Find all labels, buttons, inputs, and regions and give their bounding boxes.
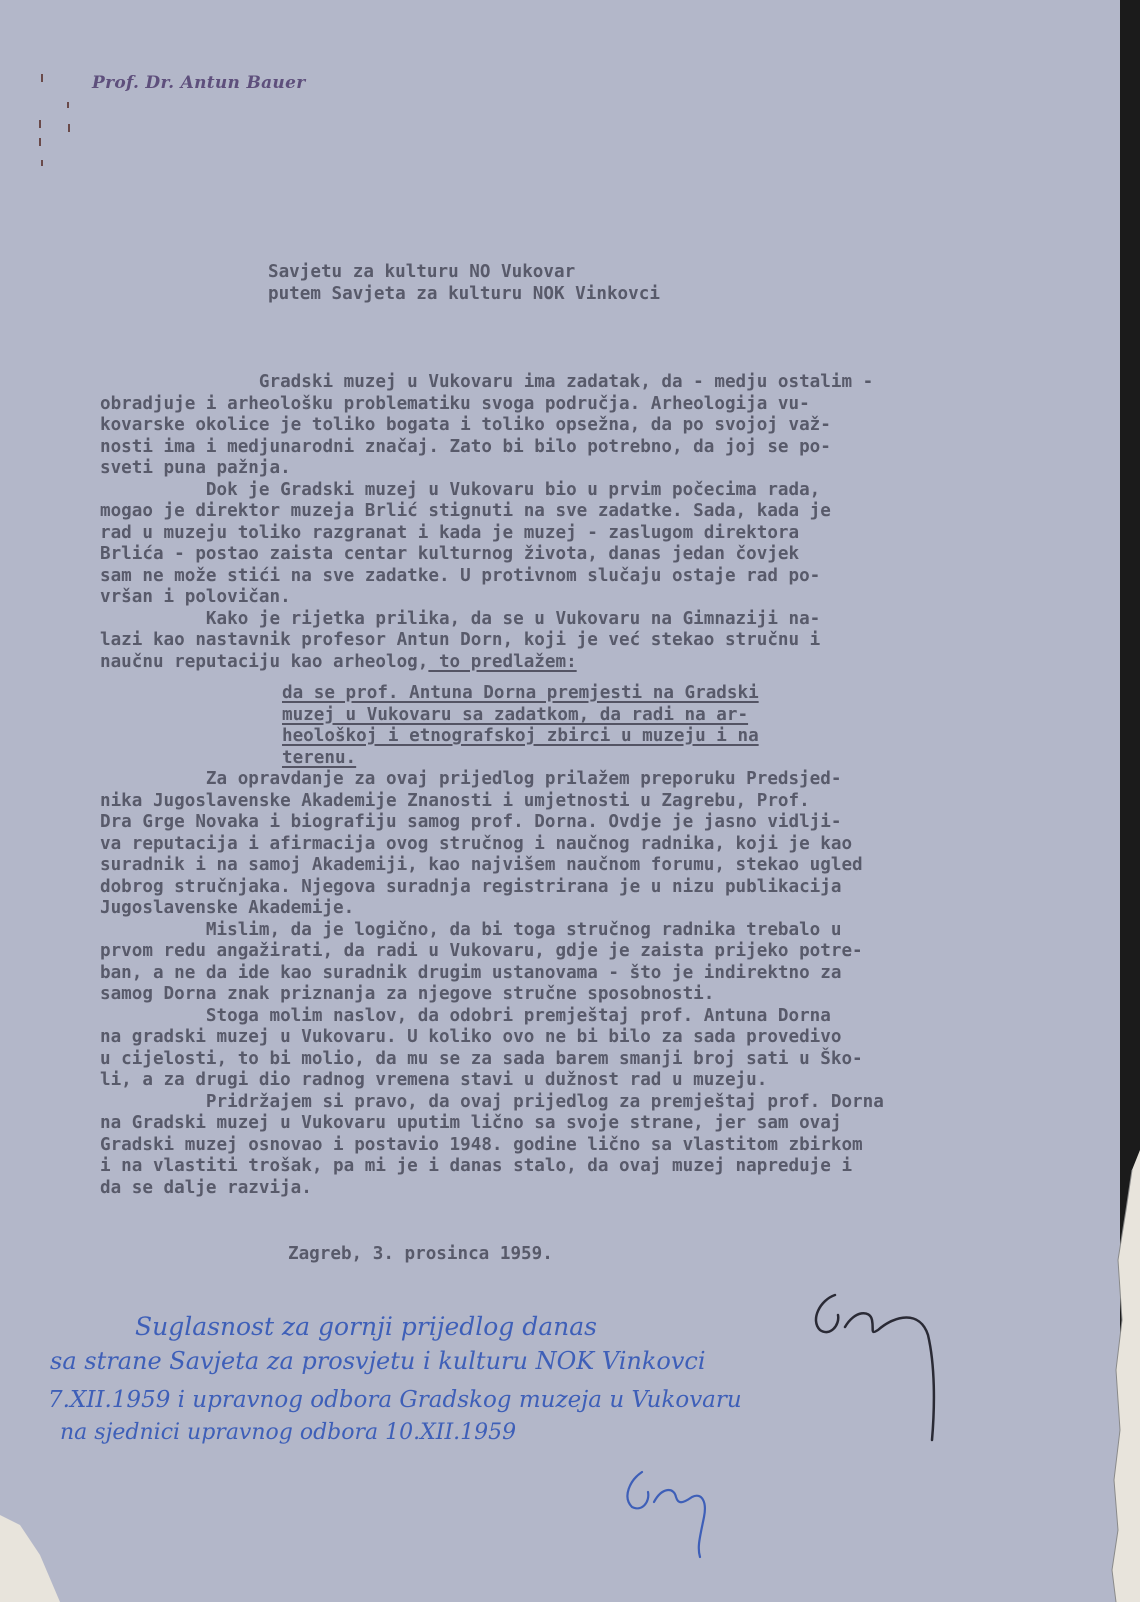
body-line: kovarske okolice je toliko bogata i toliko opsežna, da po svojoj važ- bbox=[100, 415, 831, 435]
handwritten-signature-initials bbox=[612, 1462, 712, 1562]
address-line-1: Savjetu za kulturu NO Vukovar bbox=[268, 262, 576, 282]
body-line: naučnu reputaciju kao arheolog, bbox=[100, 651, 429, 672]
body-line: Brlića - postao zaista centar kulturnog života, danas jedan čovjek bbox=[100, 544, 800, 564]
body-line: i na vlastiti trošak, pa mi je i danas stalo, da ovaj muzej napreduje i bbox=[100, 1156, 853, 1176]
body-line: Kako je rijetka prilika, da se u Vukovaru na Gimnaziji na- bbox=[100, 608, 821, 629]
body-line: Stoga molim naslov, da odobri premještaj prof. Antuna Dorna bbox=[100, 1005, 831, 1026]
body-line: Jugoslavenske Akademije. bbox=[100, 898, 355, 918]
body-line: Gradski muzej u Vukovaru ima zadatak, da - medju ostalim - bbox=[100, 372, 874, 392]
letter-body-continued bbox=[100, 769, 884, 1199]
body-line: sam ne može stići na sve zadatke. U protivnom slučaju ostaje rad po- bbox=[100, 565, 821, 586]
proposal-block bbox=[282, 683, 759, 769]
body-line: nika Jugoslavenske Akademije Znanosti i umjetnosti u Zagrebu, Prof. bbox=[100, 790, 810, 811]
body-line: da se dalje razvija. bbox=[100, 1177, 312, 1198]
body-line: Dra Grge Novaka i biografiju samog prof. Dorna. Ovdje je jasno vidlji- bbox=[100, 812, 842, 832]
body-line: Pridržajem si pravo, da ovaj prijedlog za premještaj prof. Dorna bbox=[100, 1091, 884, 1112]
body-line: Za opravdanje za ovaj prijedlog prilažem preporuku Predsjed- bbox=[100, 769, 842, 789]
recipient-address bbox=[268, 262, 660, 305]
letter-body bbox=[100, 372, 873, 673]
body-line: Gradski muzej osnovao i postavio 1948. godine lično sa vlastitom zbirkom bbox=[100, 1134, 863, 1155]
body-line: na Gradski muzej u Vukovaru uputim lično sa svoje strane, jer sam ovaj bbox=[100, 1113, 842, 1133]
body-line: ban, a ne da ide kao suradnik drugim ustanovama - što je indirektno za bbox=[100, 962, 842, 983]
handwritten-note-line-4: na sjednici upravnog odbora 10.XII.1959 bbox=[60, 1420, 517, 1445]
body-line: na gradski muzej u Vukovaru. U koliko ovo ne bi bilo za sada provedivo bbox=[100, 1027, 842, 1047]
proposal-intro: to predlažem: bbox=[428, 651, 577, 672]
body-line: dobrog stručnjaka. Njegova suradnja registrirana je u nizu publikacija bbox=[100, 876, 842, 897]
body-line: suradnik i na samoj Akademiji, kao najvišem naučnom forumu, stekao ugled bbox=[100, 855, 863, 875]
body-line: lazi kao nastavnik profesor Antun Dorn, koji je već stekao stručnu i bbox=[100, 630, 821, 650]
letterhead-stamp: Prof. Dr. Antun Bauer bbox=[92, 73, 306, 93]
margin-punch-marks bbox=[34, 72, 74, 172]
body-line: nosti ima i medjunarodni značaj. Zato bi bilo potrebno, da joj se po- bbox=[100, 436, 831, 457]
body-line: sveti puna pažnja. bbox=[100, 458, 291, 478]
proposal-line: muzej u Vukovaru sa zadatkom, da radi na ar- bbox=[282, 704, 749, 725]
body-line: vršan i polovičan. bbox=[100, 587, 291, 607]
signature-top bbox=[800, 1275, 950, 1450]
body-line: Mislim, da je logično, da bi toga stručnog radnika trebalo u bbox=[100, 919, 842, 940]
torn-paper-edge bbox=[1102, 1150, 1140, 1602]
body-line: rad u muzeju toliko razgranat i kada je muzej - zaslugom direktora bbox=[100, 522, 800, 543]
body-line: Dok je Gradski muzej u Vukovaru bio u prvim počecima rada, bbox=[100, 479, 821, 500]
proposal-line: da se prof. Antuna Dorna premjesti na Gradski bbox=[282, 683, 759, 703]
body-line: samog Dorna znak priznanja za njegove stručne sposobnosti. bbox=[100, 984, 715, 1004]
proposal-line: terenu. bbox=[282, 747, 357, 768]
handwritten-note-line-1: Suglasnost za gornji prijedlog danas bbox=[135, 1312, 597, 1341]
body-line: prvom redu angažirati, da radi u Vukovaru, gdje je zaista prijeko potre- bbox=[100, 941, 863, 961]
body-line: mogao je direktor muzeja Brlić stignuti na sve zadatke. Sada, kada je bbox=[100, 501, 831, 521]
address-line-2: putem Savjeta za kulturu NOK Vinkovci bbox=[268, 283, 660, 304]
torn-corner bbox=[0, 1515, 70, 1602]
body-line: li, a za drugi dio radnog vremena stavi u dužnost rad u muzeju. bbox=[100, 1070, 768, 1090]
body-line: obradjuje i arheološku problematiku svoga područja. Arheologija vu- bbox=[100, 393, 810, 414]
letter-date: Zagreb, 3. prosinca 1959. bbox=[288, 1244, 553, 1264]
body-line: u cijelosti, to bi molio, da mu se za sada barem smanji broj sati u Ško- bbox=[100, 1048, 863, 1069]
body-line: va reputacija i afirmacija ovog stručnog i naučnog radnika, koji je kao bbox=[100, 833, 853, 854]
proposal-line: heološkoj i etnografskoj zbirci u muzeju i na bbox=[282, 726, 759, 746]
handwritten-note-line-3: 7.XII.1959 i upravnog odbora Gradskog muzeja u Vukovaru bbox=[48, 1387, 742, 1413]
handwritten-note-line-2: sa strane Savjeta za prosvjetu i kulturu NOK Vinkovci bbox=[50, 1347, 706, 1375]
